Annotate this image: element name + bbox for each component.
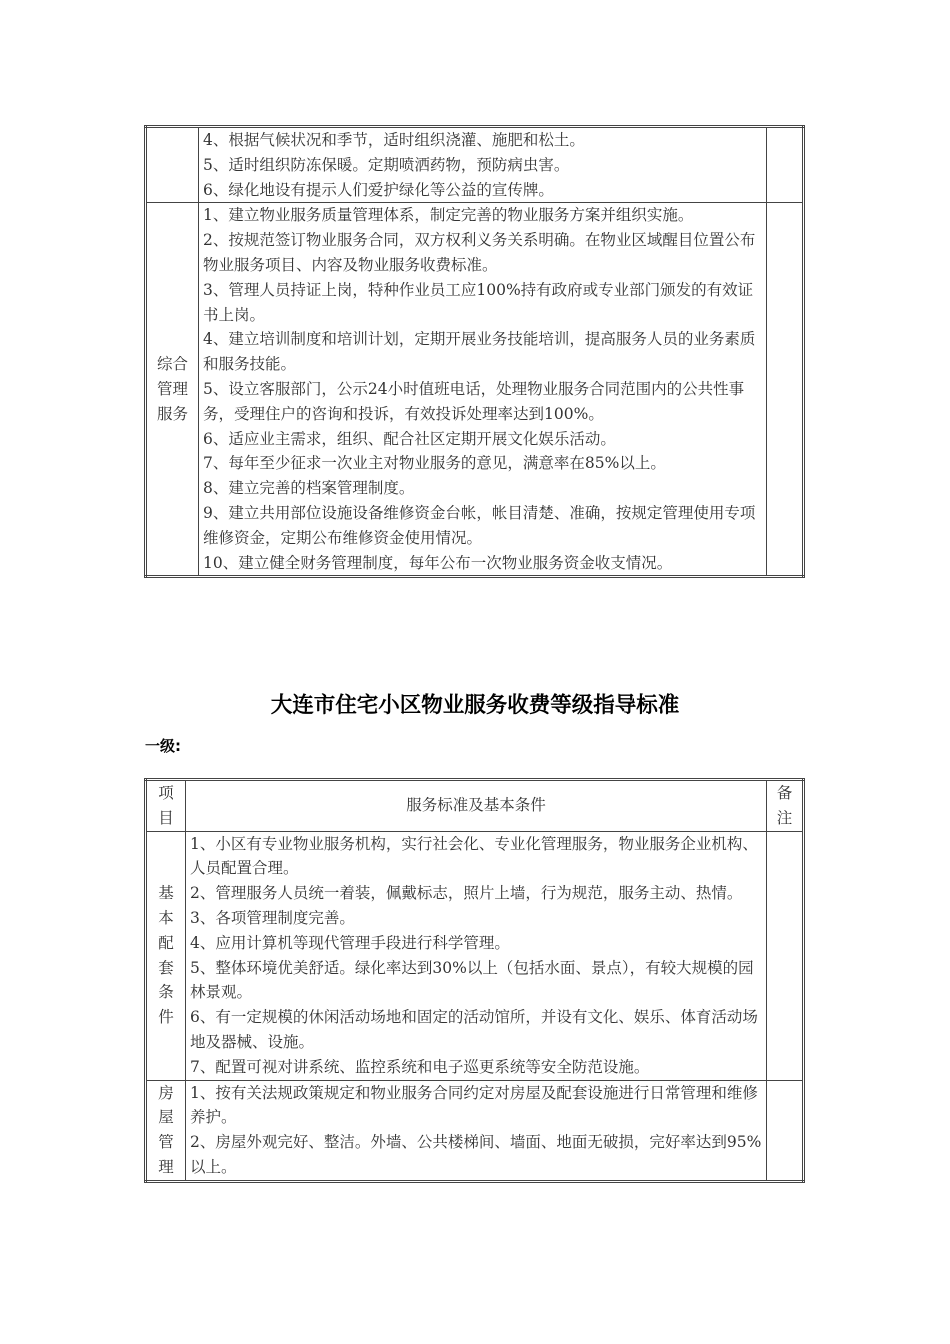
grade-one-standard-table	[144, 778, 805, 1183]
list-item: 3、管理人员持证上岗，特种作业员工应100%持有政府或专业部门颁发的有效证书上岗。	[203, 280, 754, 324]
list-item: 6、有一定规模的休闲活动场地和固定的活动馆所，并设有文化、娱乐、体育活动场地及器械、设施。	[190, 1008, 758, 1051]
list-item: 1、小区有专业物业服务机构，实行社会化、专业化管理服务，物业服务企业机构、人员配置合理。	[190, 834, 758, 878]
level-heading: 一级:	[145, 737, 181, 755]
document-title: 大连市住宅小区物业服务收费等级指导标准	[270, 693, 680, 718]
list-item: 1、按有关法规政策规定和物业服务合同约定对房屋及配套设施进行日常管理和维修养护。	[190, 1083, 758, 1127]
category-cell	[146, 127, 199, 203]
note-cell	[767, 203, 804, 577]
content-cell	[199, 127, 767, 203]
note-cell	[767, 831, 804, 1080]
list-item: 7、每年至少征求一次业主对物业服务的意见，满意率在85%以上。	[203, 454, 666, 473]
table-header-row	[146, 780, 804, 832]
list-item: 4、根据气候状况和季节，适时组织浇灌、施肥和松土。	[203, 131, 585, 149]
table-row	[146, 203, 804, 577]
category-cell	[146, 831, 186, 1080]
category-label: 基本配套条件	[158, 884, 174, 1027]
content-cell	[186, 1080, 767, 1181]
list-item: 5、整体环境优美舒适。绿化率达到30%以上（包括水面、景点），有较大规模的园林景观。	[190, 958, 754, 1002]
category-label: 综合管理服务	[156, 355, 188, 423]
table-row	[146, 127, 804, 203]
list-item: 6、绿化地设有提示人们爱护绿化等公益的宣传牌。	[203, 180, 554, 199]
content-cell	[199, 203, 767, 577]
list-item: 6、适应业主需求，组织、配合社区定期开展文化娱乐活动。	[203, 429, 616, 448]
list-item: 10、建立健全财务管理制度，每年公布一次物业服务资金收支情况。	[203, 553, 673, 572]
list-item: 4、建立培训制度和培训计划，定期开展业务技能培训，提高服务人员的业务素质和服务技能。	[203, 330, 756, 374]
list-item: 2、按规范签订物业服务合同，双方权利义务关系明确。在物业区域醒目位置公布物业服务项目、内容及物业服务收费标准。	[203, 231, 756, 274]
list-item: 8、建立完善的档案管理制度。	[203, 479, 415, 498]
category-cell	[146, 1080, 186, 1181]
list-item: 9、建立共用部位设施设备维修资金台帐，帐目清楚、准确，按规定管理使用专项维修资金，定期公布维修资金使用情况。	[203, 503, 756, 547]
list-item: 5、适时组织防冻保暖。定期喷洒药物，预防病虫害。	[203, 155, 570, 174]
service-standard-table-continued	[144, 125, 805, 578]
list-item: 7、配置可视对讲系统、监控系统和电子巡更系统等安全防范设施。	[190, 1057, 650, 1076]
list-item: 4、应用计算机等现代管理手段进行科学管理。	[190, 933, 510, 952]
category-label: 房屋管理	[158, 1083, 174, 1176]
list-item: 5、设立客服部门，公示24小时值班电话，处理物业服务合同范围内的公共性事务，受理住户的咨询和投诉，有效投诉处理率达到100%。	[203, 379, 745, 423]
table-row	[146, 1080, 804, 1181]
list-item: 1、建立物业服务质量管理体系，制定完善的物业服务方案并组织实施。	[203, 206, 694, 225]
list-item: 2、管理服务人员统一着装，佩戴标志，照片上墙，行为规范，服务主动、热情。	[190, 884, 743, 903]
note-cell	[767, 1080, 804, 1181]
header-item: 项目	[146, 780, 186, 832]
header-note: 备注	[767, 780, 804, 832]
content-cell	[186, 831, 767, 1080]
category-cell	[146, 203, 199, 577]
table-row	[146, 831, 804, 1080]
header-standard: 服务标准及基本条件	[186, 780, 767, 832]
note-cell	[767, 127, 804, 203]
list-item: 3、各项管理制度完善。	[190, 908, 355, 927]
list-item: 2、房屋外观完好、整洁。外墙、公共楼梯间、墙面、地面无破损，完好率达到95%以上。	[190, 1133, 762, 1176]
